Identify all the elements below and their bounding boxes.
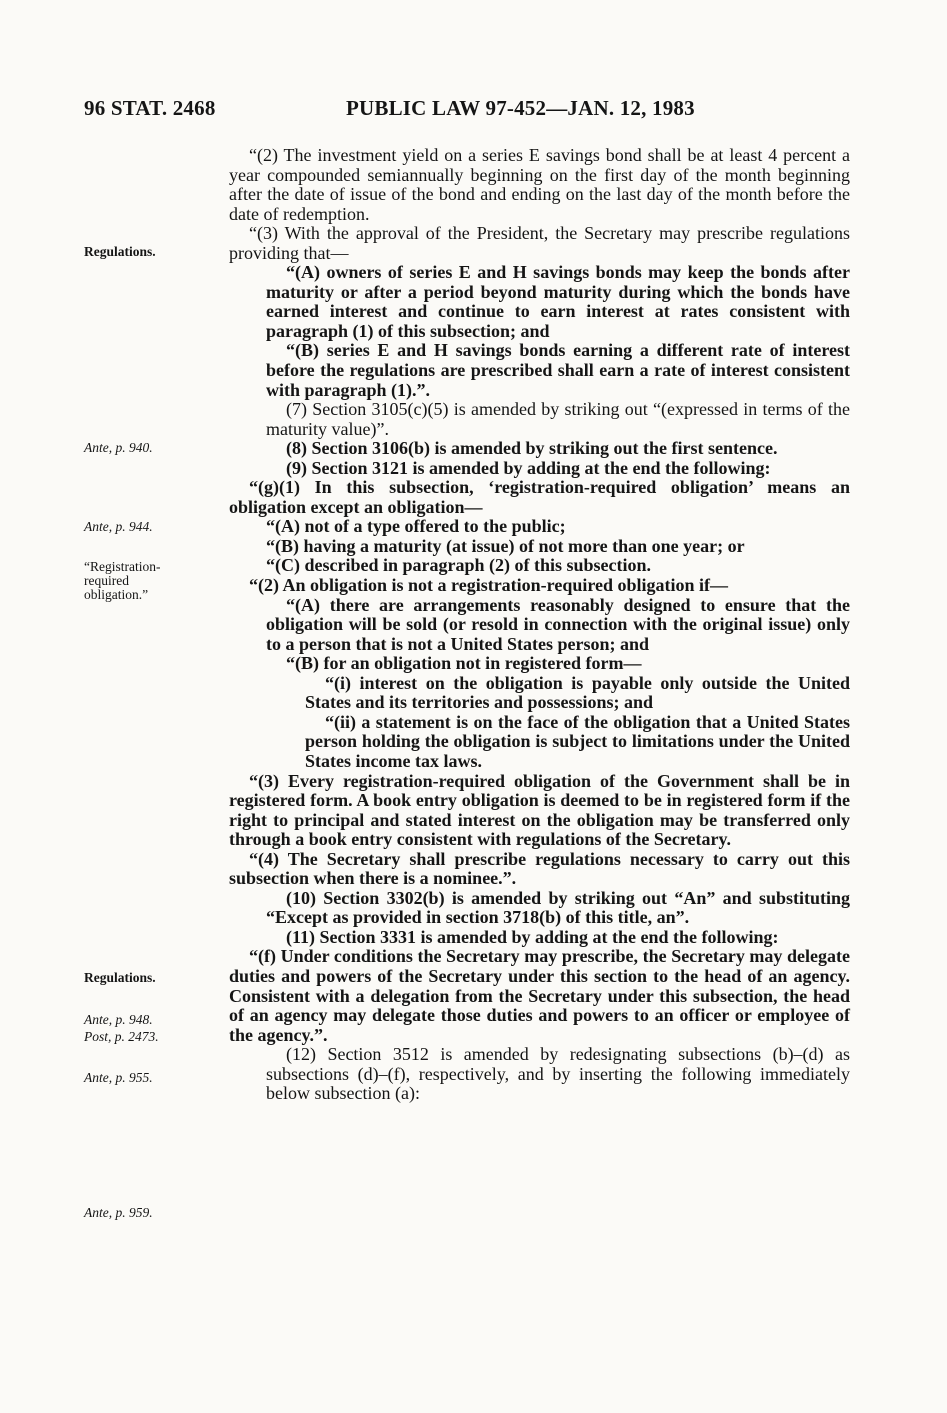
subsection-g2-a: “(A) there are arrangements reasonably designed to ensure that the obligation will be sold (or resold in connection with the original issue) only to a person that is not a United States person; and [266, 594, 850, 654]
item-8-section-3106: (8) Section 3106(b) is amended by striking out the first sentence. [286, 438, 778, 459]
subsection-g1-definition: “(g)(1) In this subsection, ‘registration-required obligation’ means an obligation except an obligation— [229, 477, 850, 517]
subsection-g3: “(3) Every registration-required obligation of the Government shall be in registered form. A book entry obligation is deemed to be in registered form if the right to principal and stated interest on the obligation may be transferred only through a book entry consistent with regulations of the Secretary. [229, 770, 850, 850]
subsection-g2-b-ii: “(ii) a statement is on the face of the obligation that a United States person holding the obligation is subject to limitations under the United States income tax laws. [305, 711, 850, 771]
subsection-g2-b: “(B) for an obligation not in registered form— [286, 653, 642, 674]
subparagraph-3a: “(A) owners of series E and H savings bonds may keep the bonds after maturity or after a period beyond maturity during which the bonds have earned interest and continue to earn interest at rates consistent with paragraph (1) of this subsection; and [266, 262, 850, 341]
margin-note-ante-955: Ante, p. 955. [84, 1070, 153, 1085]
margin-note-post-2473: Post, p. 2473. [84, 1029, 159, 1044]
public-law-title: PUBLIC LAW 97-452—JAN. 12, 1983 [346, 96, 695, 120]
page-header [84, 96, 864, 126]
item-7-section-3105: (7) Section 3105(c)(5) is amended by striking out “(expressed in terms of the maturity value)”. [266, 399, 850, 439]
subsection-g1-c: “(C) described in paragraph (2) of this subsection. [266, 555, 652, 576]
margin-note-regulations: Regulations. [84, 244, 156, 259]
margin-note-ante-959: Ante, p. 959. [84, 1205, 153, 1220]
margin-note-registration-required: “Registration-required obligation.” [84, 559, 161, 602]
subsection-g4: “(4) The Secretary shall prescribe regulations necessary to carry out this subsection when there is a nominee.”. [229, 848, 850, 889]
subsection-g2-b-i: “(i) interest on the obligation is payable only outside the United States and its territories and possessions; and [305, 672, 850, 713]
item-9-section-3121: (9) Section 3121 is amended by adding at the end the following: [286, 457, 771, 478]
paragraph-3-approval: “(3) With the approval of the President, the Secretary may prescribe regulations providing that— [229, 223, 850, 263]
margin-note-ante-940: Ante, p. 940. [84, 440, 153, 455]
statute-citation: 96 STAT. 2468 [84, 96, 216, 120]
margin-note-ante-944: Ante, p. 944. [84, 519, 153, 534]
statute-text [229, 146, 850, 1104]
item-10-section-3302: (10) Section 3302(b) is amended by striking out “An” and substituting “Except as provided in section 3718(b) of this title, an”. [266, 887, 850, 928]
item-11-section-3331: (11) Section 3331 is amended by adding at the end the following: [286, 926, 779, 947]
item-12-section-3512: (12) Section 3512 is amended by redesignating subsections (b)–(d) as subsections (d)–(f), respectively, and by inserting the following immediately below subsection (a): [266, 1044, 850, 1104]
subsection-g1-b: “(B) having a maturity (at issue) of not more than one year; or [266, 535, 745, 556]
margin-note-regulations-2: Regulations. [84, 970, 156, 985]
subsection-g2: “(2) An obligation is not a registration-required obligation if— [249, 575, 729, 596]
margin-note-ante-948: Ante, p. 948. [84, 1012, 153, 1027]
paragraph-2-investment-yield: “(2) The investment yield on a series E savings bond shall be at least 4 percent a year compounded semiannually beginning on the first day of the month beginning after the date of issue of the bond and ending on the last day of the month before the date of redemption. [229, 145, 850, 224]
subparagraph-3b: “(B) series E and H savings bonds earning a different rate of interest before the regulations are prescribed shall earn a rate of interest consistent with paragraph (1).”. [266, 340, 850, 400]
subsection-g1-a: “(A) not of a type offered to the public; [266, 516, 566, 537]
subsection-f-delegation: “(f) Under conditions the Secretary may prescribe, the Secretary may delegate duties and powers of the Secretary under this section to the head of an agency. Consistent with a delegation from the Secretary under this subsection, the head of an agency may delegate those duties and powers to an officer or employee of the agency.”. [229, 946, 850, 1045]
